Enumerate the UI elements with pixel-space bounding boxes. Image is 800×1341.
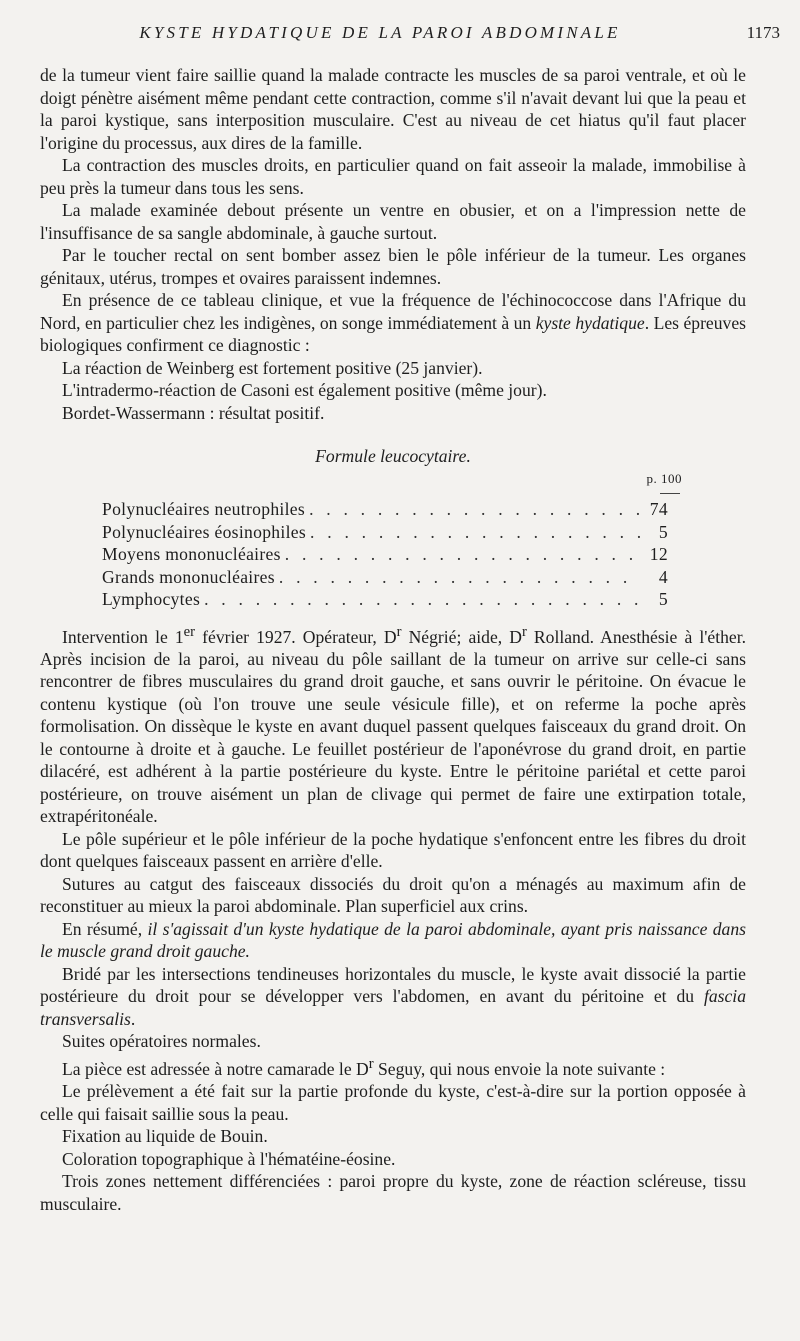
table-row [102,521,668,544]
leader-dots [310,521,640,544]
cell-type-value: 12 [649,544,668,564]
paragraph: de la tumeur vient faire saillie quand la malade contracte les muscles de sa paroi ventrale, et où le doigt pénètre aisément même pendant cette contraction, comme s'il n'avait devant lui que la peau et la paroi kystique, sans interposition musculaire. C'est au niveau de cet hiatus qu'il faut placer l'origine du processus, aux dires de la famille. [40,65,746,153]
text-run: Négrié; aide, D [401,626,522,647]
paragraph: L'intradermo-réaction de Casoni est également positive (même jour). [62,380,547,400]
superscript: r [396,623,402,640]
formula-unit: p. 100 [646,471,682,486]
leader-dots [279,566,640,589]
text-run: . [130,1008,136,1029]
paragraph: La contraction des muscles droits, en particulier quand on fait asseoir la malade, immobilise à peu près la tumeur dans tous les sens. [40,155,746,198]
leader-dots [204,588,640,611]
text-run: . Les épreuves biologiques confirment ce diagnostic : [40,312,746,355]
cell-type-label: Lymphocytes [102,589,201,609]
superscript: er [183,623,196,640]
leader-dots [285,543,640,566]
cell-type-value: 5 [658,589,668,609]
paragraph [40,918,746,963]
italic-text: il s'agissait d'un kyste hydatique de la paroi abdominale, ayant pris naissance dans le muscle grand droit gauche. [40,918,747,962]
leader-dots [309,498,640,521]
cell-type-label: Polynucléaires éosinophiles [102,521,307,542]
paragraph [40,289,746,357]
paragraph: Le prélèvement a été fait sur la partie profonde du kyste, c'est-à-dire sur la portion opposée à celle qui faisait saillie sous la peau. [40,1081,746,1124]
text-run: 1 [174,626,184,647]
text-run: Rolland. Anesthésie à l'éther. Après incision de la paroi, au niveau du pôle saillant de la tumeur on arrive sur celle-ci sans rencontrer de fibres musculaires du grand droit gauche, et sans ouvrir le péritoine. On évacue le contenu kystique (où l'on trouve une seule vésicule fille), et on referme la poche après formolisation. On dissèque le kyste en avant duquel passent quelques faisceaux du grand droit. On le contourne à droite et à gauche. Le feuillet postérieur de l'aponévrose du grand droit, en partie dilacéré, est adhérent à la partie postérieure du kyste. Entre le péritoine pariétal et cette paroi postérieure, on trouve aisément un plan de clivage qui permet de faire une extirpation totale, extrapéritonéale. [40,626,746,827]
cell-type-label: Grands mononucléaires [102,566,275,587]
paragraph: Le pôle supérieur et le pôle inférieur de la poche hydatique s'enfoncent entre les fibres du droit dont quelques faisceaux passent en arrière d'elle. [40,828,746,872]
paragraph: La réaction de Weinberg est fortement positive (25 janvier). [62,357,483,378]
cell-type-value: 5 [658,521,668,542]
page-number: 1173 [746,23,780,42]
formula-title: Formule leucocytaire. [315,446,471,466]
text-run: Bridé par les intersections tendineuses horizontales du muscle, le kyste avait dissocié la partie postérieure du droit pour se développer vers l'abdomen, en avant du péritoine et du [40,963,746,1007]
running-title: KYSTE HYDATIQUE DE LA PAROI ABDOMINALE [139,23,621,42]
text-run: Seguy, qui nous envoie la note suivante : [373,1058,666,1079]
paragraph [40,963,746,1031]
paragraph [40,1053,746,1080]
leukocyte-table [102,498,668,611]
italic-text: fascia transversalis [40,986,746,1029]
cell-type-value: 74 [649,499,668,519]
paragraph: La malade examinée debout présente un ventre en obusier, et on a l'impression nette de l'insuffisance de sa sangle abdominale, à gauche surtout. [40,200,746,243]
paragraph: Fixation au liquide de Bouin. [62,1126,268,1147]
text-run: En résumé, [62,918,148,939]
superscript: r [521,623,527,640]
cell-type-value: 4 [658,566,668,587]
text-run: Intervention le [62,626,175,647]
table-row [102,566,668,589]
paragraph-intervention [40,621,746,828]
text-run: La pièce est adressée à notre camarade le D [62,1058,369,1079]
unit-rule [660,493,680,494]
table-row [102,588,668,611]
paragraph: Trois zones nettement différenciées : paroi propre du kyste, zone de réaction scléreuse, tissu musculaire. [40,1171,746,1214]
text-run: février 1927. Opérateur, D [195,626,397,647]
text-run: En présence de ce tableau clinique, et vue la fréquence de l'échinococcose dans l'Afrique du Nord, en particulier chez les indigènes, on songe immédiatement à un [40,290,746,333]
cell-type-label: Moyens mononucléaires [102,544,281,564]
running-head [40,20,780,46]
superscript: r [368,1055,374,1072]
article-body [40,64,746,1215]
paragraph: Bordet-Wassermann : résultat positif. [62,402,325,423]
table-row [102,498,668,521]
paragraph: Suites opératoires normales. [62,1031,261,1052]
cell-type-label: Polynucléaires neutrophiles [102,499,306,519]
paragraph: Sutures au catgut des faisceaux dissociés du droit qu'on a ménagés au maximum afin de reconstituer au mieux la paroi abdominale. Plan superficiel aux crins. [40,873,746,917]
paragraph: Par le toucher rectal on sent bomber assez bien le pôle inférieur de la tumeur. Les organes génitaux, utérus, trompes et ovaires paraissent indemnes. [40,245,746,288]
italic-text: kyste hydatique [535,312,645,333]
table-row [102,543,668,566]
paragraph: Coloration topographique à l'hématéine-éosine. [62,1148,396,1169]
